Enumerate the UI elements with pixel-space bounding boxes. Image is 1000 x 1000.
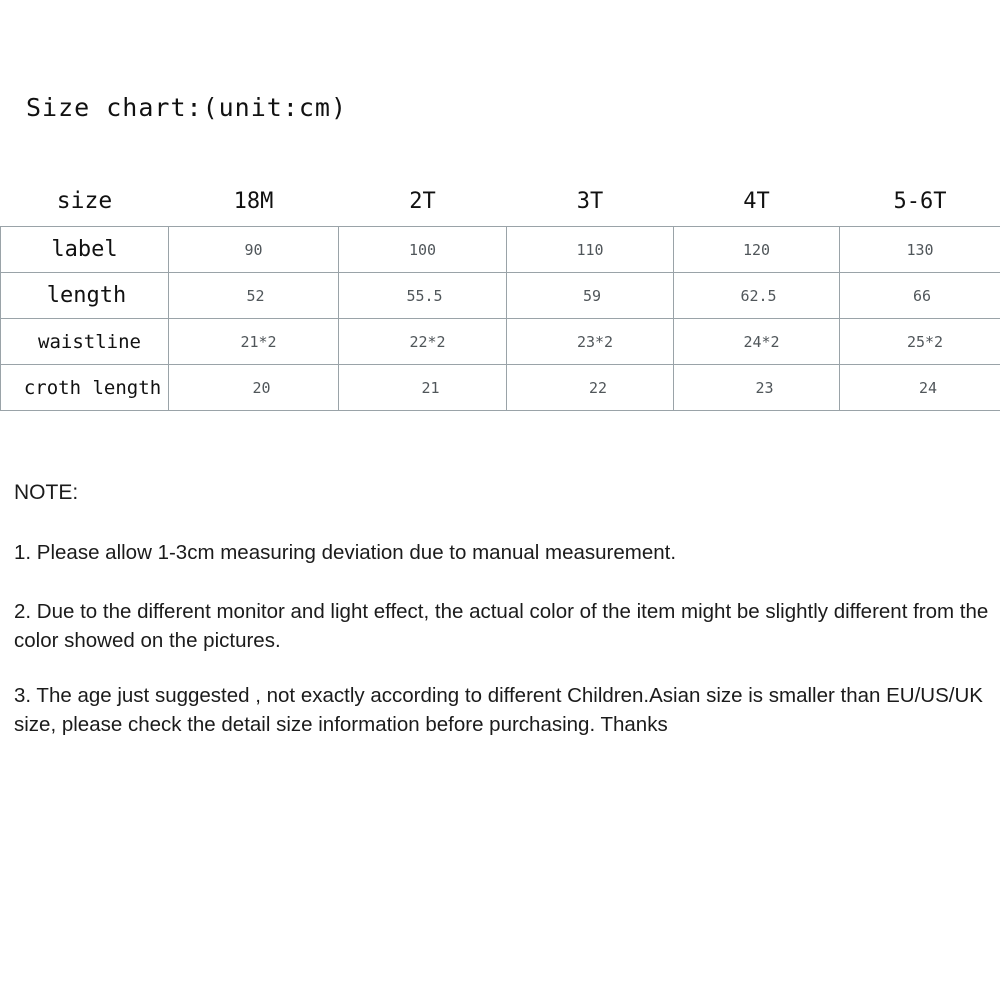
row-label-waistline: waistline bbox=[6, 319, 174, 365]
cell-croth-4t: 23 bbox=[682, 365, 848, 411]
header-cell-4t: 4T bbox=[674, 176, 840, 227]
cell-length-4t: 62.5 bbox=[676, 273, 842, 319]
note-item-2: 2. Due to the different monitor and light effect, the actual color of the item might be slightly different from the color showed on the pictures. bbox=[14, 599, 989, 653]
header-cell-size: size bbox=[1, 176, 169, 227]
cell-length-2t: 55.5 bbox=[341, 273, 509, 319]
cell-waistline-3t: 23*2 bbox=[512, 319, 679, 365]
cell-waistline-2t: 22*2 bbox=[344, 319, 512, 365]
cell-length-18m: 52 bbox=[171, 273, 341, 319]
table-row bbox=[1, 227, 1000, 273]
note-item-3: 3. The age just suggested , not exactly according to different Children.Asian size is smaller than EU/US/UK size, please check the detail size information before purchasing. Thanks bbox=[14, 684, 983, 737]
cell-croth-2t: 21 bbox=[347, 365, 515, 411]
header-cell-18m: 18M bbox=[169, 176, 339, 227]
row-label-label: label bbox=[1, 227, 169, 273]
row-label-croth-length: croth length bbox=[9, 365, 177, 411]
cell-waistline-5-6t: 25*2 bbox=[845, 319, 1000, 365]
note-item-1: 1. Please allow 1-3cm measuring deviation due to manual measurement. bbox=[14, 540, 677, 564]
page-title: Size chart:(unit:cm) bbox=[26, 93, 348, 122]
notes-section bbox=[14, 478, 989, 765]
size-chart-table bbox=[0, 176, 1000, 411]
cell-label-18m: 90 bbox=[169, 227, 339, 273]
cell-croth-5-6t: 24 bbox=[848, 365, 1000, 411]
cell-label-5-6t: 130 bbox=[840, 227, 1000, 273]
header-cell-5-6t: 5-6T bbox=[840, 176, 1000, 227]
cell-waistline-18m: 21*2 bbox=[174, 319, 344, 365]
header-cell-3t: 3T bbox=[507, 176, 674, 227]
cell-croth-18m: 20 bbox=[177, 365, 347, 411]
notes-heading: NOTE: bbox=[14, 481, 79, 504]
table-header-row bbox=[1, 176, 1000, 227]
cell-length-5-6t: 66 bbox=[842, 273, 1000, 319]
cell-label-2t: 100 bbox=[339, 227, 507, 273]
cell-label-3t: 110 bbox=[507, 227, 674, 273]
cell-label-4t: 120 bbox=[674, 227, 840, 273]
cell-croth-3t: 22 bbox=[515, 365, 682, 411]
cell-waistline-4t: 24*2 bbox=[679, 319, 845, 365]
row-label-length: length bbox=[3, 273, 171, 319]
table-row bbox=[6, 319, 1000, 365]
table-row bbox=[9, 365, 1000, 411]
header-cell-2t: 2T bbox=[339, 176, 507, 227]
cell-length-3t: 59 bbox=[509, 273, 676, 319]
table-row bbox=[3, 273, 1000, 319]
